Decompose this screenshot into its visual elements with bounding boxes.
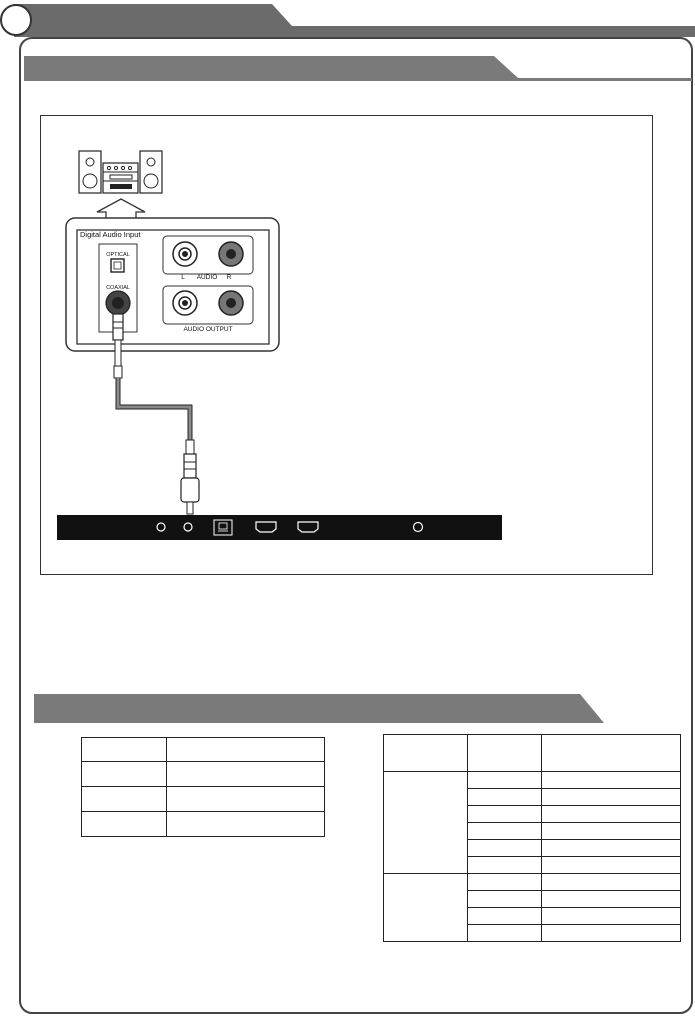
stereo-system-icon [79,151,162,193]
table-cell [542,806,681,823]
right-table [383,734,681,942]
table-row [384,772,681,789]
table-cell [468,908,542,925]
audio-l-label: L [181,274,185,281]
table-cell [167,787,325,812]
table-cell [468,772,542,789]
table-row [384,874,681,891]
table-cell [542,874,681,891]
table-cell [82,762,167,787]
table-row [82,762,325,787]
coaxial-label: COAXIAL [106,285,130,291]
table-cell [468,823,542,840]
left-table [81,737,325,837]
table-cell [167,762,325,787]
table-cell [542,925,681,942]
digital-audio-input-label: Digital Audio Input [80,230,141,239]
table-cell [468,874,542,891]
table-group-cell [384,772,468,874]
table-cell [468,806,542,823]
tv-jack-3-icon [414,523,423,532]
table-cell [468,891,542,908]
table-group-cell [384,874,468,942]
table-cell [468,925,542,942]
up-arrow-icon [97,199,145,219]
table-cell [542,789,681,806]
table-cell [468,857,542,874]
optical-label: OPTICAL [106,252,130,258]
table-cell [468,735,542,772]
tv-jack-2-icon [184,523,192,531]
tv-jack-1-icon [157,523,165,531]
coaxial-cable [118,378,190,440]
table-header-row [384,735,681,772]
table-cell [542,891,681,908]
table-cell [468,789,542,806]
table-cell [542,857,681,874]
table-cell [82,787,167,812]
table-cell [167,738,325,762]
table-row [82,812,325,837]
table-cell [542,735,681,772]
table-cell [542,823,681,840]
audio-output-label: AUDIO OUTPUT [183,326,233,333]
audio-label: AUDIO [196,274,218,281]
table-cell [542,840,681,857]
table-cell [82,812,167,837]
table-row [82,787,325,812]
table-cell [468,840,542,857]
tv-connector-strip [57,515,502,540]
table-cell [384,735,468,772]
audio-r-label: R [226,274,232,281]
coaxial-plug-top [113,314,123,378]
coaxial-plug-bottom [181,440,199,514]
table-cell [542,908,681,925]
table-cell [167,812,325,837]
table-row [82,738,325,762]
table-cell [542,772,681,789]
table-cell [82,738,167,762]
